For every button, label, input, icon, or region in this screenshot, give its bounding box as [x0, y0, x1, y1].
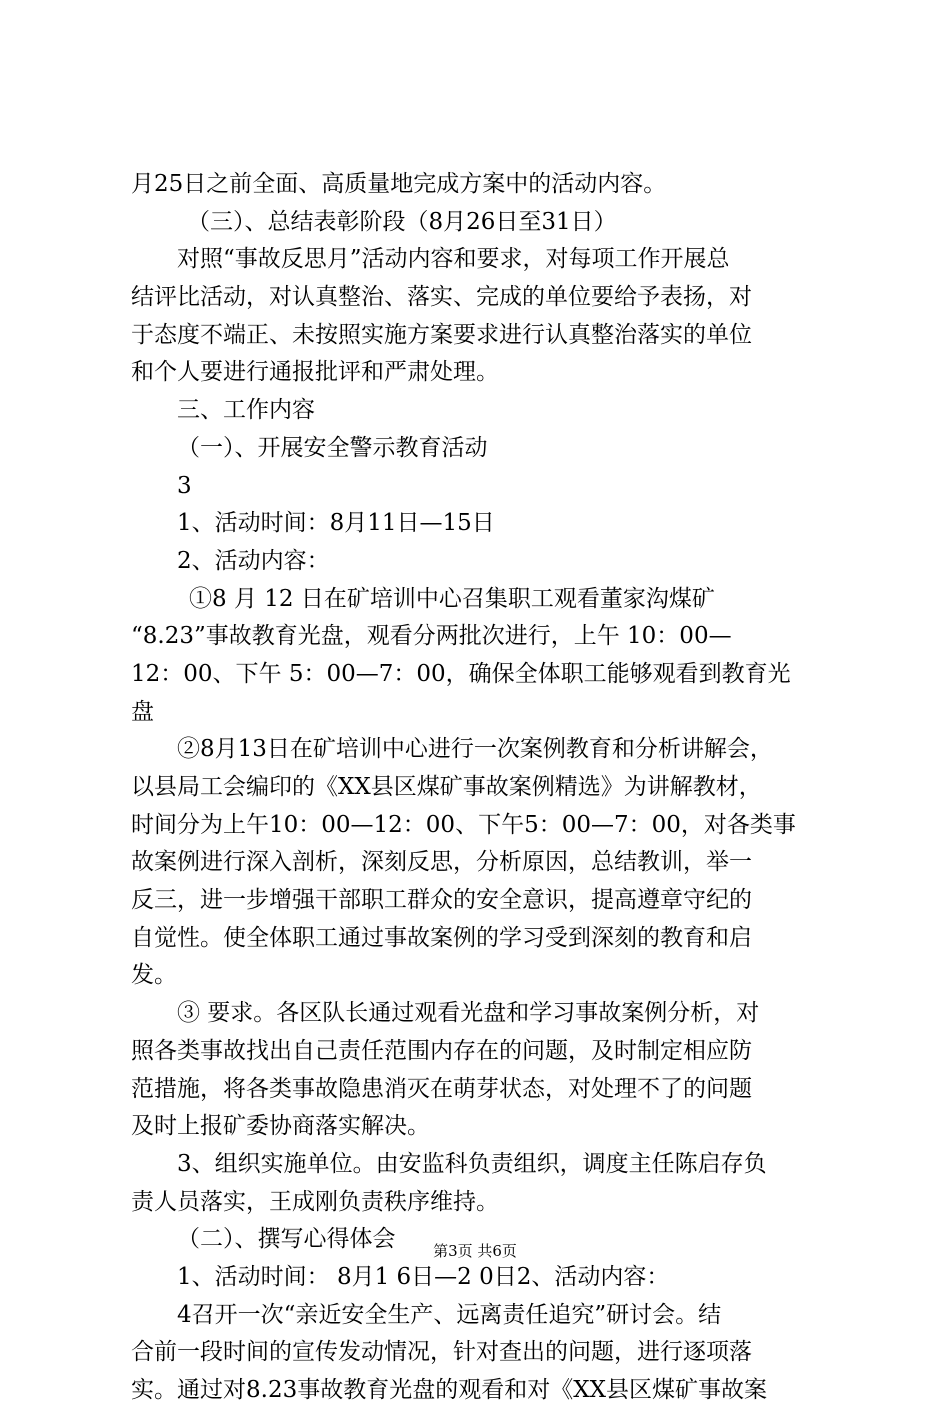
text-line: 合前一段时间的宣传发动情况，针对查出的问题，进行逐项落 [131, 1339, 752, 1366]
text-line: 照各类事故找出自己责任范围内存在的问题，及时制定相应防 [131, 1037, 752, 1064]
text-line: 2、活动内容： [177, 547, 330, 574]
text-line: 时间分为上午10：00—12：00、下午5：00—7：00，对各类事 [131, 811, 796, 838]
text-line: 以县局工会编印的《XX县区煤矿事故案例精选》为讲解教材， [131, 774, 762, 800]
text-line: “8.23”事故教育光盘，观看分两批次进行，上午 10：00— [131, 623, 732, 650]
text-line: （二）、撰写心得体会 [177, 1226, 396, 1253]
text-line: （三）、总结表彰阶段（8月26日至31日） [187, 208, 617, 235]
text-line: 责人员落实，王成刚负责秩序维持。 [131, 1188, 499, 1215]
text-line: 和个人要进行通报批评和严肃处理。 [131, 359, 499, 386]
text-line: 三、工作内容 [177, 397, 315, 424]
text-line: 1、活动时间：8月11日—15日 [177, 510, 495, 537]
text-line: 月25日之前全面、高质量地完成方案中的活动内容。 [131, 171, 667, 197]
text-line: ③ 要求。各区队长通过观看光盘和学习事故案例分析，对 [177, 1000, 760, 1027]
text-line: 反三，进一步增强干部职工群众的安全意识，提高遵章守纪的 [131, 887, 752, 914]
text-line: 发。 [131, 962, 177, 989]
text-line: 自觉性。使全体职工通过事故案例的学习受到深刻的教育和启 [131, 924, 752, 951]
text-line: 实。通过对8.23事故教育光盘的观看和对《XX县区煤矿事故案 [131, 1377, 767, 1403]
text-line: 结评比活动，对认真整治、落实、完成的单位要给予表扬，对 [131, 284, 752, 311]
text-line: 3 [177, 472, 192, 499]
text-line: ②8月13日在矿培训中心进行一次案例教育和分析讲解会， [177, 736, 773, 763]
text-line: 故案例进行深入剖析，深刻反思，分析原因，总结教训，举一 [131, 849, 752, 876]
text-line: 3、组织实施单位。由安监科负责组织，调度主任陈启存负 [177, 1150, 767, 1177]
text-line: （一）、开展安全警示教育活动 [177, 434, 488, 461]
text-line: 4召开一次“亲近安全生产、远离责任追究”研讨会。结 [177, 1301, 722, 1328]
text-line: 1、活动时间： 8月1 6日—2 0日2、活动内容： [177, 1263, 670, 1290]
text-line: 盘 [131, 698, 154, 725]
text-line: 12：00、下午 5：00—7：00，确保全体职工能够观看到教育光 [131, 660, 791, 687]
text-line: ①8 月 12 日在矿培训中心召集职工观看董家沟煤矿 [189, 585, 715, 612]
text-line: 对照“事故反思月”活动内容和要求，对每项工作开展总 [177, 246, 730, 273]
text-line: 于态度不端正、未按照实施方案要求进行认真整治落实的单位 [131, 321, 752, 348]
text-line: 范措施，将各类事故隐患消灭在萌芽状态，对处理不了的问题 [131, 1075, 752, 1102]
page-footer: 第3页 共6页 [433, 1242, 517, 1260]
document-body [131, 166, 833, 1410]
text-line: 及时上报矿委协商落实解决。 [131, 1113, 430, 1140]
